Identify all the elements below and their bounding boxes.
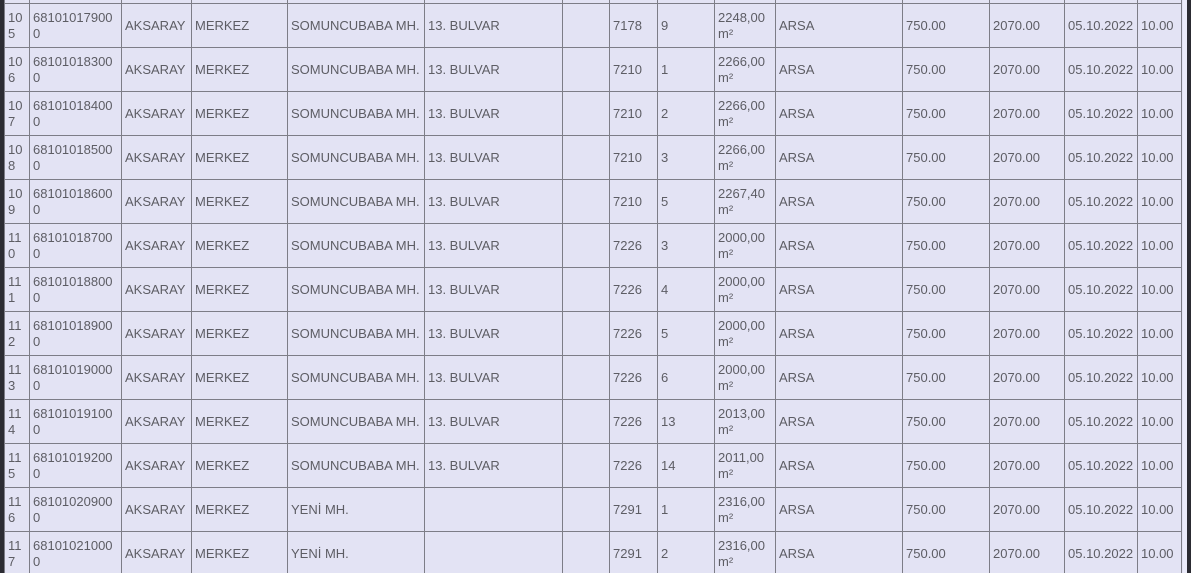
cell-block-no: 7226 — [610, 268, 658, 312]
table-row — [5, 312, 1182, 356]
cell-parcel-no: 9 — [658, 4, 715, 48]
cell-province: AKSARAY — [122, 180, 192, 224]
table-row — [5, 180, 1182, 224]
cell-parcel-no: 3 — [658, 136, 715, 180]
cell-amount-2: 2070.00 — [990, 532, 1065, 573]
cell-amount-2: 2070.00 — [990, 4, 1065, 48]
cell-date: 05.10.2022 — [1065, 532, 1138, 573]
cell-block-no: 7210 — [610, 136, 658, 180]
cell-amount-1: 750.00 — [903, 224, 990, 268]
cell-time: 10.00 — [1138, 224, 1182, 268]
cell-time: 10.00 — [1138, 532, 1182, 573]
cell-amount-1: 750.00 — [903, 92, 990, 136]
cell-amount-1: 750.00 — [903, 444, 990, 488]
cell-amount-1: 750.00 — [903, 268, 990, 312]
cell-row-number: 111 — [5, 268, 30, 312]
cell-property-id: 681010187000 — [30, 224, 122, 268]
table-row — [5, 224, 1182, 268]
cell-street: 13. BULVAR — [425, 224, 563, 268]
cell-blank — [563, 224, 610, 268]
cell-parcel-no: 2 — [658, 92, 715, 136]
cell-amount-1: 750.00 — [903, 532, 990, 573]
cell-blank — [563, 312, 610, 356]
cell-date: 05.10.2022 — [1065, 444, 1138, 488]
table-row — [5, 356, 1182, 400]
cell-amount-2: 2070.00 — [990, 48, 1065, 92]
cell-district: MERKEZ — [192, 136, 288, 180]
cell-blank — [563, 444, 610, 488]
cell-block-no: 7291 — [610, 532, 658, 573]
cell-neighborhood: SOMUNCUBABA MH. — [288, 356, 425, 400]
cell-district: MERKEZ — [192, 312, 288, 356]
cell-row-number: 113 — [5, 356, 30, 400]
cell-area: 2000,00 m² — [715, 312, 776, 356]
cell-type: ARSA — [776, 224, 903, 268]
cell-parcel-no: 6 — [658, 356, 715, 400]
cell-type: ARSA — [776, 400, 903, 444]
cell-blank — [563, 488, 610, 532]
cell-district: MERKEZ — [192, 356, 288, 400]
cell-parcel-no: 13 — [658, 400, 715, 444]
cell-area: 2266,00 m² — [715, 92, 776, 136]
cell-row-number: 112 — [5, 312, 30, 356]
cell-date: 05.10.2022 — [1065, 312, 1138, 356]
cell-row-number: 110 — [5, 224, 30, 268]
cell-blank — [563, 92, 610, 136]
cell-district: MERKEZ — [192, 4, 288, 48]
cell-time: 10.00 — [1138, 312, 1182, 356]
cell-neighborhood: SOMUNCUBABA MH. — [288, 444, 425, 488]
cell-district: MERKEZ — [192, 532, 288, 573]
cell-type: ARSA — [776, 92, 903, 136]
cell-date: 05.10.2022 — [1065, 268, 1138, 312]
cell-province: AKSARAY — [122, 444, 192, 488]
cell-area: 2316,00 m² — [715, 532, 776, 573]
cell-date: 05.10.2022 — [1065, 136, 1138, 180]
cell-type: ARSA — [776, 532, 903, 573]
cell-district: MERKEZ — [192, 268, 288, 312]
cell-street — [425, 532, 563, 573]
cell-area: 2000,00 m² — [715, 268, 776, 312]
table-row — [5, 444, 1182, 488]
table-row — [5, 532, 1182, 573]
cell-time: 10.00 — [1138, 268, 1182, 312]
cell-row-number: 115 — [5, 444, 30, 488]
cell-district: MERKEZ — [192, 92, 288, 136]
cell-property-id: 681010186000 — [30, 180, 122, 224]
cell-date: 05.10.2022 — [1065, 224, 1138, 268]
cell-block-no: 7226 — [610, 312, 658, 356]
cell-province: AKSARAY — [122, 488, 192, 532]
cell-parcel-no: 1 — [658, 488, 715, 532]
cell-province: AKSARAY — [122, 92, 192, 136]
cell-row-number: 107 — [5, 92, 30, 136]
cell-area: 2267,40 m² — [715, 180, 776, 224]
cell-type: ARSA — [776, 312, 903, 356]
cell-blank — [563, 400, 610, 444]
cell-time: 10.00 — [1138, 180, 1182, 224]
cell-block-no: 7226 — [610, 444, 658, 488]
cell-street: 13. BULVAR — [425, 356, 563, 400]
cell-province: AKSARAY — [122, 532, 192, 573]
cell-parcel-no: 1 — [658, 48, 715, 92]
cell-area: 2011,00 m² — [715, 444, 776, 488]
cell-property-id: 681010189000 — [30, 312, 122, 356]
cell-blank — [563, 4, 610, 48]
cell-area: 2248,00 m² — [715, 4, 776, 48]
cell-amount-2: 2070.00 — [990, 180, 1065, 224]
table-row — [5, 268, 1182, 312]
cell-district: MERKEZ — [192, 488, 288, 532]
cell-block-no: 7226 — [610, 400, 658, 444]
cell-row-number: 106 — [5, 48, 30, 92]
cell-amount-2: 2070.00 — [990, 400, 1065, 444]
cell-area: 2000,00 m² — [715, 224, 776, 268]
cell-parcel-no: 3 — [658, 224, 715, 268]
cell-row-number: 108 — [5, 136, 30, 180]
cell-neighborhood: SOMUNCUBABA MH. — [288, 400, 425, 444]
cell-province: AKSARAY — [122, 4, 192, 48]
cell-date: 05.10.2022 — [1065, 48, 1138, 92]
cell-area: 2316,00 m² — [715, 488, 776, 532]
cell-amount-1: 750.00 — [903, 356, 990, 400]
cell-neighborhood: SOMUNCUBABA MH. — [288, 4, 425, 48]
cell-block-no: 7226 — [610, 356, 658, 400]
cell-street: 13. BULVAR — [425, 400, 563, 444]
cell-province: AKSARAY — [122, 356, 192, 400]
cell-province: AKSARAY — [122, 224, 192, 268]
cell-district: MERKEZ — [192, 180, 288, 224]
parcel-listing-table — [4, 0, 1182, 573]
cell-property-id: 681010184000 — [30, 92, 122, 136]
cell-street: 13. BULVAR — [425, 136, 563, 180]
cell-time: 10.00 — [1138, 400, 1182, 444]
cell-type: ARSA — [776, 356, 903, 400]
cell-type: ARSA — [776, 268, 903, 312]
cell-property-id: 681010209000 — [30, 488, 122, 532]
cell-block-no: 7178 — [610, 4, 658, 48]
cell-area: 2266,00 m² — [715, 136, 776, 180]
cell-street: 13. BULVAR — [425, 92, 563, 136]
cell-province: AKSARAY — [122, 48, 192, 92]
cell-date: 05.10.2022 — [1065, 92, 1138, 136]
cell-property-id: 681010185000 — [30, 136, 122, 180]
cell-parcel-no: 5 — [658, 180, 715, 224]
cell-row-number: 114 — [5, 400, 30, 444]
cell-blank — [563, 48, 610, 92]
cell-amount-1: 750.00 — [903, 4, 990, 48]
cell-block-no: 7226 — [610, 224, 658, 268]
cell-property-id: 681010188000 — [30, 268, 122, 312]
cell-property-id: 681010179000 — [30, 4, 122, 48]
cell-street: 13. BULVAR — [425, 312, 563, 356]
cell-parcel-no: 4 — [658, 268, 715, 312]
cell-street — [425, 488, 563, 532]
cell-property-id: 681010191000 — [30, 400, 122, 444]
cell-amount-2: 2070.00 — [990, 444, 1065, 488]
cell-parcel-no: 14 — [658, 444, 715, 488]
cell-property-id: 681010210000 — [30, 532, 122, 573]
cell-parcel-no: 5 — [658, 312, 715, 356]
table-row — [5, 136, 1182, 180]
cell-block-no: 7210 — [610, 92, 658, 136]
cell-amount-1: 750.00 — [903, 488, 990, 532]
cell-street: 13. BULVAR — [425, 48, 563, 92]
cell-area: 2266,00 m² — [715, 48, 776, 92]
left-frame-edge — [0, 0, 4, 573]
cell-neighborhood: YENİ MH. — [288, 488, 425, 532]
cell-neighborhood: SOMUNCUBABA MH. — [288, 312, 425, 356]
cell-area: 2013,00 m² — [715, 400, 776, 444]
cell-time: 10.00 — [1138, 444, 1182, 488]
cell-time: 10.00 — [1138, 356, 1182, 400]
cell-date: 05.10.2022 — [1065, 356, 1138, 400]
cell-street: 13. BULVAR — [425, 4, 563, 48]
cell-parcel-no: 2 — [658, 532, 715, 573]
cell-amount-2: 2070.00 — [990, 356, 1065, 400]
cell-province: AKSARAY — [122, 400, 192, 444]
cell-blank — [563, 532, 610, 573]
cell-type: ARSA — [776, 4, 903, 48]
cell-date: 05.10.2022 — [1065, 400, 1138, 444]
cell-amount-2: 2070.00 — [990, 92, 1065, 136]
cell-block-no: 7210 — [610, 180, 658, 224]
cell-amount-1: 750.00 — [903, 180, 990, 224]
cell-type: ARSA — [776, 136, 903, 180]
cell-row-number: 109 — [5, 180, 30, 224]
cell-neighborhood: SOMUNCUBABA MH. — [288, 224, 425, 268]
cell-district: MERKEZ — [192, 444, 288, 488]
right-frame-edge — [1187, 0, 1191, 573]
cell-district: MERKEZ — [192, 48, 288, 92]
cell-time: 10.00 — [1138, 48, 1182, 92]
cell-province: AKSARAY — [122, 312, 192, 356]
cell-row-number: 116 — [5, 488, 30, 532]
cell-time: 10.00 — [1138, 488, 1182, 532]
cell-type: ARSA — [776, 48, 903, 92]
cell-date: 05.10.2022 — [1065, 488, 1138, 532]
table-row — [5, 488, 1182, 532]
cell-date: 05.10.2022 — [1065, 180, 1138, 224]
cell-amount-2: 2070.00 — [990, 268, 1065, 312]
cell-time: 10.00 — [1138, 136, 1182, 180]
cell-amount-1: 750.00 — [903, 136, 990, 180]
table-row — [5, 92, 1182, 136]
cell-amount-2: 2070.00 — [990, 488, 1065, 532]
cell-time: 10.00 — [1138, 4, 1182, 48]
cell-amount-2: 2070.00 — [990, 224, 1065, 268]
cell-province: AKSARAY — [122, 268, 192, 312]
cell-blank — [563, 356, 610, 400]
cell-type: ARSA — [776, 180, 903, 224]
cell-property-id: 681010192000 — [30, 444, 122, 488]
cell-blank — [563, 180, 610, 224]
cell-amount-2: 2070.00 — [990, 136, 1065, 180]
cell-amount-2: 2070.00 — [990, 312, 1065, 356]
table-row — [5, 400, 1182, 444]
cell-neighborhood: SOMUNCUBABA MH. — [288, 136, 425, 180]
cell-street: 13. BULVAR — [425, 180, 563, 224]
cell-blank — [563, 268, 610, 312]
cell-street: 13. BULVAR — [425, 268, 563, 312]
cell-time: 10.00 — [1138, 92, 1182, 136]
cell-amount-1: 750.00 — [903, 400, 990, 444]
cell-block-no: 7210 — [610, 48, 658, 92]
cell-type: ARSA — [776, 444, 903, 488]
cell-amount-1: 750.00 — [903, 48, 990, 92]
cell-row-number: 117 — [5, 532, 30, 573]
cell-neighborhood: SOMUNCUBABA MH. — [288, 92, 425, 136]
table-row — [5, 48, 1182, 92]
cell-street: 13. BULVAR — [425, 444, 563, 488]
cell-neighborhood: YENİ MH. — [288, 532, 425, 573]
cell-property-id: 681010190000 — [30, 356, 122, 400]
cell-property-id: 681010183000 — [30, 48, 122, 92]
table-row — [5, 4, 1182, 48]
cell-neighborhood: SOMUNCUBABA MH. — [288, 180, 425, 224]
cell-block-no: 7291 — [610, 488, 658, 532]
cell-neighborhood: SOMUNCUBABA MH. — [288, 268, 425, 312]
cell-date: 05.10.2022 — [1065, 4, 1138, 48]
cell-amount-1: 750.00 — [903, 312, 990, 356]
cell-district: MERKEZ — [192, 224, 288, 268]
table-body — [5, 0, 1182, 573]
cell-blank — [563, 136, 610, 180]
cell-province: AKSARAY — [122, 136, 192, 180]
cell-neighborhood: SOMUNCUBABA MH. — [288, 48, 425, 92]
cell-area: 2000,00 m² — [715, 356, 776, 400]
cell-row-number: 105 — [5, 4, 30, 48]
cell-type: ARSA — [776, 488, 903, 532]
cell-district: MERKEZ — [192, 400, 288, 444]
